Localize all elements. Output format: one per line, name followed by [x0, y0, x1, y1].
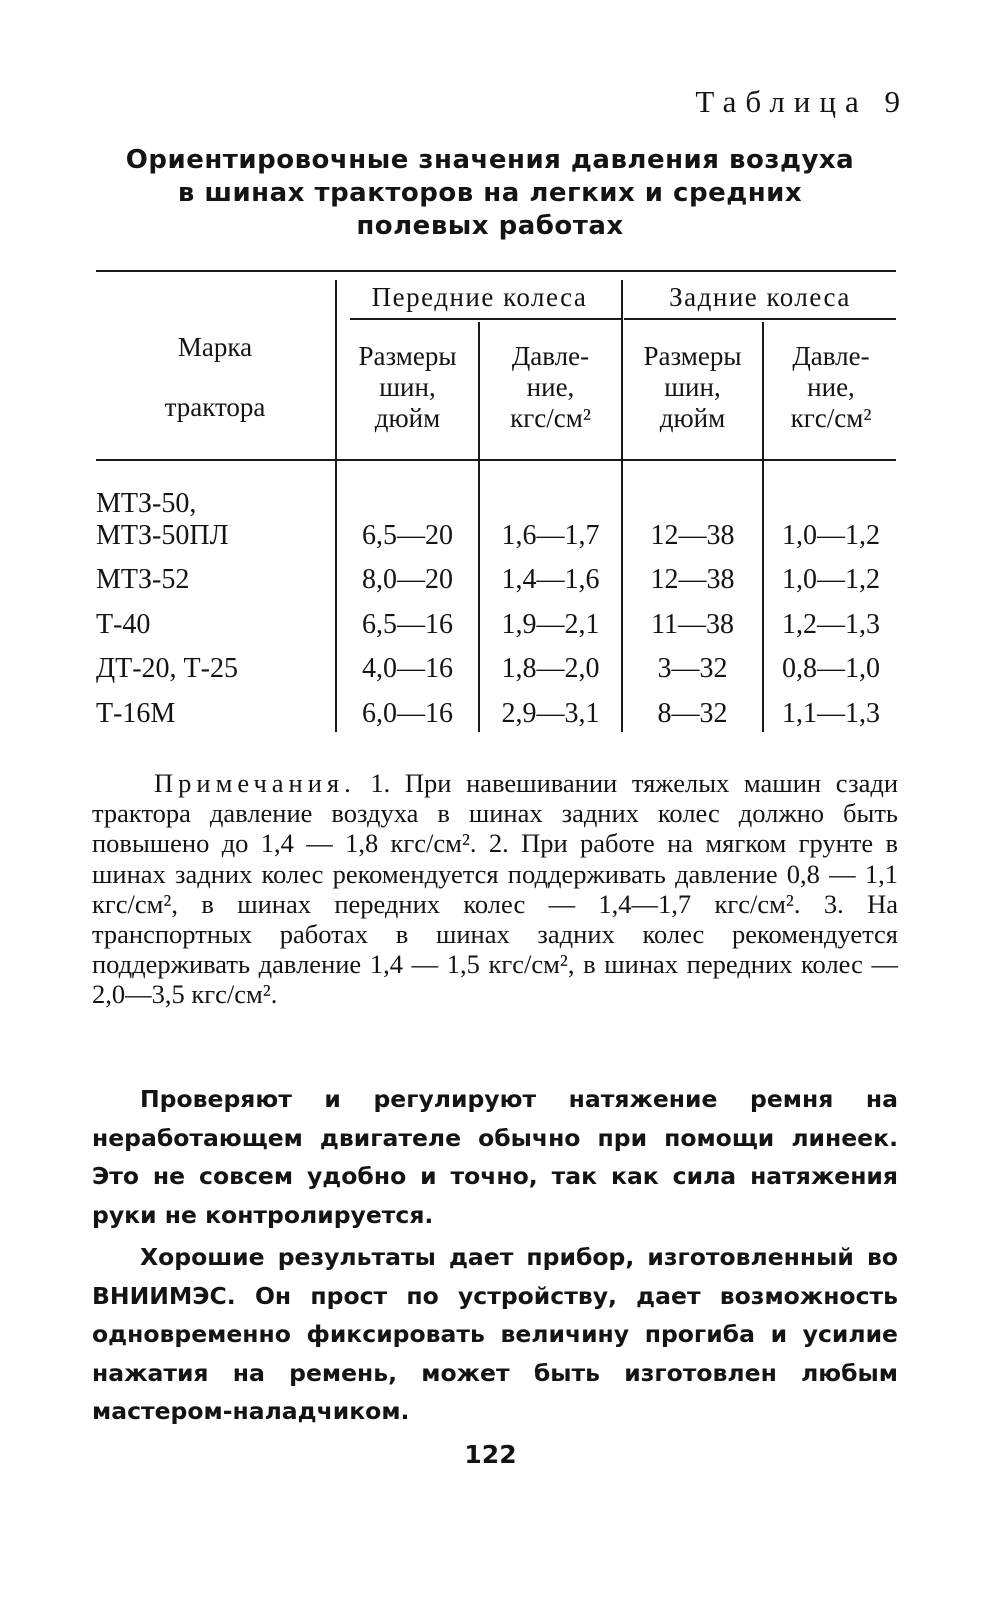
header-front-wheels: Передние колеса [371, 282, 588, 312]
cell-front-pressure: 1,4—1,6 [501, 564, 600, 595]
cell-rear-size: 12—38 [650, 520, 735, 551]
cell-rear-pressure: 1,0—1,2 [782, 520, 880, 551]
cell-front-size: 4,0—16 [362, 653, 453, 684]
header-line: дюйм [374, 403, 441, 433]
header-front-pressure [480, 341, 621, 434]
cell-rear-size: 12—38 [650, 564, 735, 595]
table-row-brand: Т-16М [96, 698, 176, 729]
body-paragraph [92, 1080, 898, 1234]
notes-text: 1. При навешивании тяжелых машин сзади трактора давление воздуха в шинах задних колес должно быть повышено до 1,4 — 1,8 кгс/см². 2. При работе на мягком грунте в шинах задних колес рекомендуется поддерживать давление 0,8 — 1,1 кгс/см², в шинах передних колес — 1,4—1,7 кгс/см². 3. На транспортных работах в шинах задних колес рекомендуется поддерживать давление 1,4 — 1,5 кгс/см², в шинах передних колес — 2,0—3,5 кгс/см². [92, 768, 899, 1010]
header-line: шин, [379, 372, 436, 402]
notes-heading: Примечания. [154, 768, 356, 798]
header-line: шин, [664, 372, 721, 402]
table-top-rule [96, 270, 896, 272]
table-title-line: Ориентировочные значения давления воздуха [125, 145, 855, 175]
table-row-brand: МТЗ-52 [96, 564, 190, 595]
cell-rear-pressure: 1,2—1,3 [782, 609, 880, 640]
table-label: Таблица 9 [695, 84, 909, 119]
page-number: 122 [464, 1440, 517, 1469]
table-title [90, 144, 890, 243]
header-line: Давле- [511, 341, 590, 371]
header-line: Давле- [792, 341, 870, 371]
group-under-rule-front [350, 318, 621, 320]
brand-line: МТЗ-50, [96, 488, 197, 519]
header-line: кгс/см² [790, 403, 872, 433]
paragraph-text: Проверяют и регулируют натяжение ремня на неработающем двигателе обычно при помощи линеек. Это не совсем удобно и точно, так как сила натяжения руки не контролируется. [92, 1085, 898, 1229]
table-row-brand [96, 488, 229, 552]
cell-front-pressure: 1,8—2,0 [501, 653, 600, 684]
header-rear-size [623, 341, 762, 434]
paragraph-text: Хорошие результаты дает прибор, изготовленный во ВНИИМЭС. Он прост по устройству, дает возможность одновременно фиксировать величину прогиба и усилие нажатия на ремень, может быть изготовлен любым мастером-наладчиком. [92, 1243, 898, 1425]
header-brand [100, 317, 330, 437]
header-rear-wheels: Задние колеса [669, 282, 851, 312]
cell-front-pressure: 1,9—2,1 [501, 609, 600, 640]
header-bottom-rule [96, 459, 896, 461]
group-under-rule-rear [624, 318, 896, 320]
header-line: ние, [807, 372, 855, 402]
cell-rear-pressure: 1,0—1,2 [782, 564, 880, 595]
table-title-line: в шинах тракторов на легких и средних [177, 178, 803, 208]
cell-front-pressure: 1,6—1,7 [501, 520, 600, 551]
cell-front-size: 8,0—20 [362, 564, 453, 595]
table-row-brand: ДТ-20, Т-25 [96, 653, 238, 684]
cell-rear-size: 3—32 [657, 653, 728, 684]
header-brand-line: трактора [164, 392, 266, 422]
cell-rear-size: 11—38 [651, 609, 734, 640]
header-brand-line: Марка [177, 332, 253, 362]
header-line: ние, [526, 372, 575, 402]
cell-rear-pressure: 0,8—1,0 [782, 653, 880, 684]
header-line: Размеры [358, 341, 457, 371]
table-row-brand: Т-40 [96, 609, 151, 640]
cell-front-size: 6,5—16 [362, 609, 453, 640]
header-front-size [337, 341, 478, 434]
header-line: дюйм [659, 403, 726, 433]
header-rear-pressure [764, 341, 898, 434]
cell-front-pressure: 2,9—3,1 [501, 698, 600, 729]
header-line: Размеры [643, 341, 742, 371]
body-paragraph [92, 1238, 898, 1431]
cell-rear-pressure: 1,1—1,3 [782, 698, 880, 729]
brand-line: МТЗ-50ПЛ [96, 520, 229, 551]
table-title-line: полевых работах [356, 211, 624, 241]
cell-rear-size: 8—32 [657, 698, 728, 729]
cell-front-size: 6,5—20 [362, 520, 453, 551]
header-line: кгс/см² [510, 403, 591, 433]
table-notes [92, 768, 898, 1010]
cell-front-size: 6,0—16 [362, 698, 453, 729]
